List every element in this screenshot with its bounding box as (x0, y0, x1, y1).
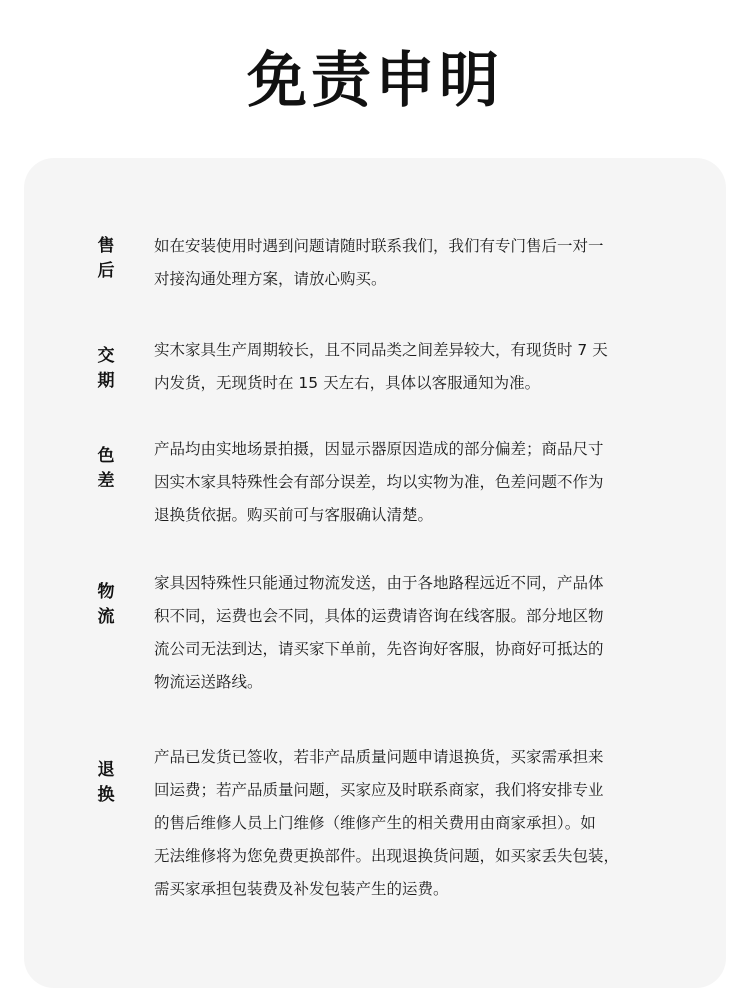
section-text: 家具因特殊性只能通过物流发送，由于各地路程远近不同，产品体 积不同，运费也会不同，具体的运费请咨询在线客服。部分地区物 流公司无法到达，请买家下单前，先咨询好客服，协商好可抵达的 物流运送路线。 (154, 574, 604, 691)
section-text: 产品均由实地场景拍摄，因显示器原因造成的部分偏差；商品尺寸 因实木家具特殊性会有部分误差，均以实物为准，色差问题不作为 退换货依据。购买前可与客服确认清楚。 (154, 440, 604, 524)
page-title: 免责申明 (247, 46, 503, 116)
section-text: 实木家具生产周期较长，且不同品类之间差异较大，有现货时 7 天 内发货，无现货时在 15 天左右，具体以客服通知为准。 (154, 341, 608, 392)
section-text: 产品已发货已签收，若非产品质量问题申请退换货，买家需承担来 回运费；若产品质量问题，买家应及时联系商家，我们将安排专业 的售后维修人员上门维修（维修产生的相关费用由商家承担）。如 无法维修将为您免费更换部件。出现退换货问题，如买家丢失包装， 需买家承担包装费及补发包装产生的运费。 (154, 748, 620, 898)
section-label: 交 期 (97, 346, 115, 391)
section-label: 物 流 (97, 582, 115, 627)
section-text: 如在安装使用时遇到问题请随时联系我们，我们有专门售后一对一 对接沟通处理方案，请放心购买。 (154, 237, 604, 288)
section-label: 退 换 (97, 760, 115, 805)
section-label: 色 差 (97, 446, 115, 491)
section-label: 售 后 (97, 236, 115, 281)
